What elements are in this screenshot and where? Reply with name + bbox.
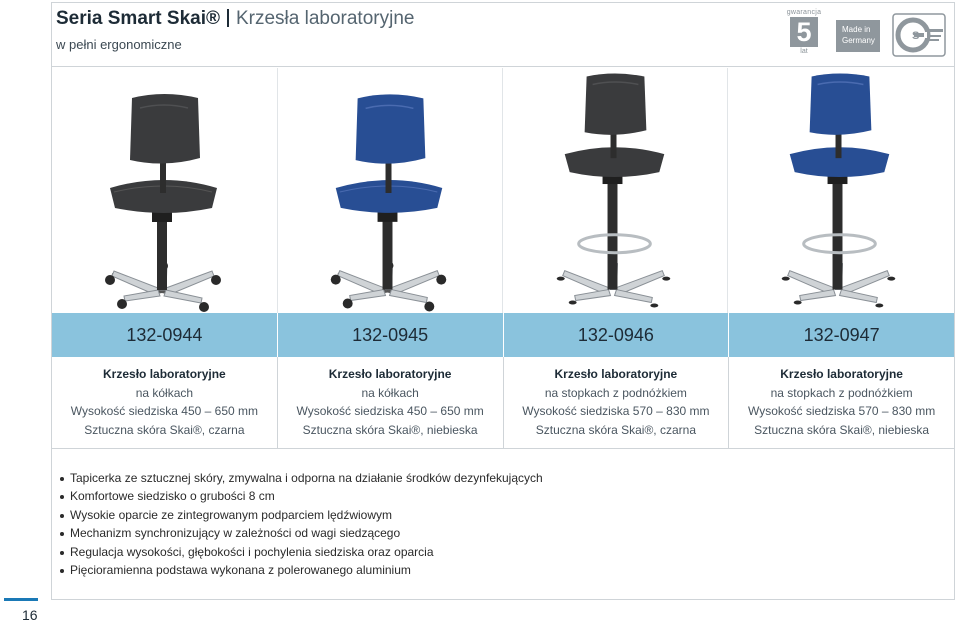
product-code: 132-0946 <box>503 313 729 357</box>
product-code: 132-0945 <box>277 313 503 357</box>
warranty-unit: lat <box>800 48 808 55</box>
product-description <box>52 357 277 448</box>
product-descriptions <box>52 357 954 449</box>
feature-item: Regulacja wysokości, głębokości i pochylenia siedziska oraz oparcia <box>62 543 543 561</box>
chair-image-132-0944 <box>52 68 277 313</box>
product-base: na kółkach <box>361 385 419 400</box>
product-code: 132-0947 <box>728 313 954 357</box>
chair-image-132-0945 <box>277 68 502 313</box>
page-subtitle: w pełni ergonomiczne <box>56 37 182 52</box>
catalog-page <box>51 2 955 600</box>
made-in-line2: Germany <box>842 36 875 45</box>
title-separator <box>227 9 229 27</box>
product-base: na stopkach z podnóżkiem <box>544 385 687 400</box>
gs-mark-icon <box>892 13 946 57</box>
chair-image-132-0947 <box>727 68 952 313</box>
product-seat-height: Wysokość siedziska 570 – 830 mm <box>747 404 936 418</box>
feature-item: Komfortowe siedzisko o grubości 8 cm <box>62 487 543 505</box>
feature-item: Tapicerka ze sztucznej skóry, zmywalna i odporna na działanie środków dezynfekujących <box>62 469 543 487</box>
page-title <box>56 8 414 30</box>
warranty-years: 5 <box>790 17 818 47</box>
certification-badges <box>784 9 946 61</box>
product-material: Sztuczna skóra Skai®, czarna <box>84 422 245 437</box>
feature-item: Wysokie oparcie ze zintegrowanym podparciem lędźwiowym <box>62 506 543 524</box>
feature-item: Pięcioramienna podstawa wykonana z polerowanego aluminium <box>62 561 543 579</box>
page-number-accent <box>4 598 38 601</box>
product-material: Sztuczna skóra Skai®, czarna <box>535 422 696 437</box>
feature-list <box>62 469 543 579</box>
product-seat-height: Wysokość siedziska 450 – 650 mm <box>70 404 259 418</box>
product-images <box>52 68 954 313</box>
product-seat-height: Wysokość siedziska 450 – 650 mm <box>296 404 484 418</box>
product-material: Sztuczna skóra Skai®, niebieska <box>754 422 930 437</box>
product-seat-height: Wysokość siedziska 570 – 830 mm <box>522 404 710 418</box>
chair-image-132-0946 <box>502 68 727 313</box>
product-description <box>503 357 729 448</box>
product-title: Krzesło laboratoryjne <box>780 367 903 381</box>
warranty-label: gwarancja <box>786 9 822 16</box>
product-code-bar <box>52 313 954 357</box>
product-code: 132-0944 <box>126 325 203 345</box>
product-description <box>277 357 503 448</box>
product-material: Sztuczna skóra Skai®, niebieska <box>302 422 478 437</box>
page-header <box>52 3 954 67</box>
product-base: na stopkach z podnóżkiem <box>770 385 913 400</box>
feature-item: Mechanizm synchronizujący w zależności od wagi siedzącego <box>62 524 543 542</box>
product-title: Krzesło laboratoryjne <box>328 367 452 381</box>
made-in-germany-badge <box>836 20 880 52</box>
product-type: Krzesła laboratoryjne <box>235 8 415 29</box>
warranty-badge <box>784 9 824 55</box>
series-name: Seria Smart Skai® <box>56 8 220 29</box>
product-description <box>728 357 954 448</box>
made-in-line1: Made in <box>842 25 871 34</box>
product-base: na kółkach <box>135 385 194 400</box>
product-title: Krzesło laboratoryjne <box>103 367 226 381</box>
page-number: 16 <box>22 607 38 623</box>
product-title: Krzesło laboratoryjne <box>554 367 678 381</box>
svg-text:S: S <box>912 30 920 42</box>
